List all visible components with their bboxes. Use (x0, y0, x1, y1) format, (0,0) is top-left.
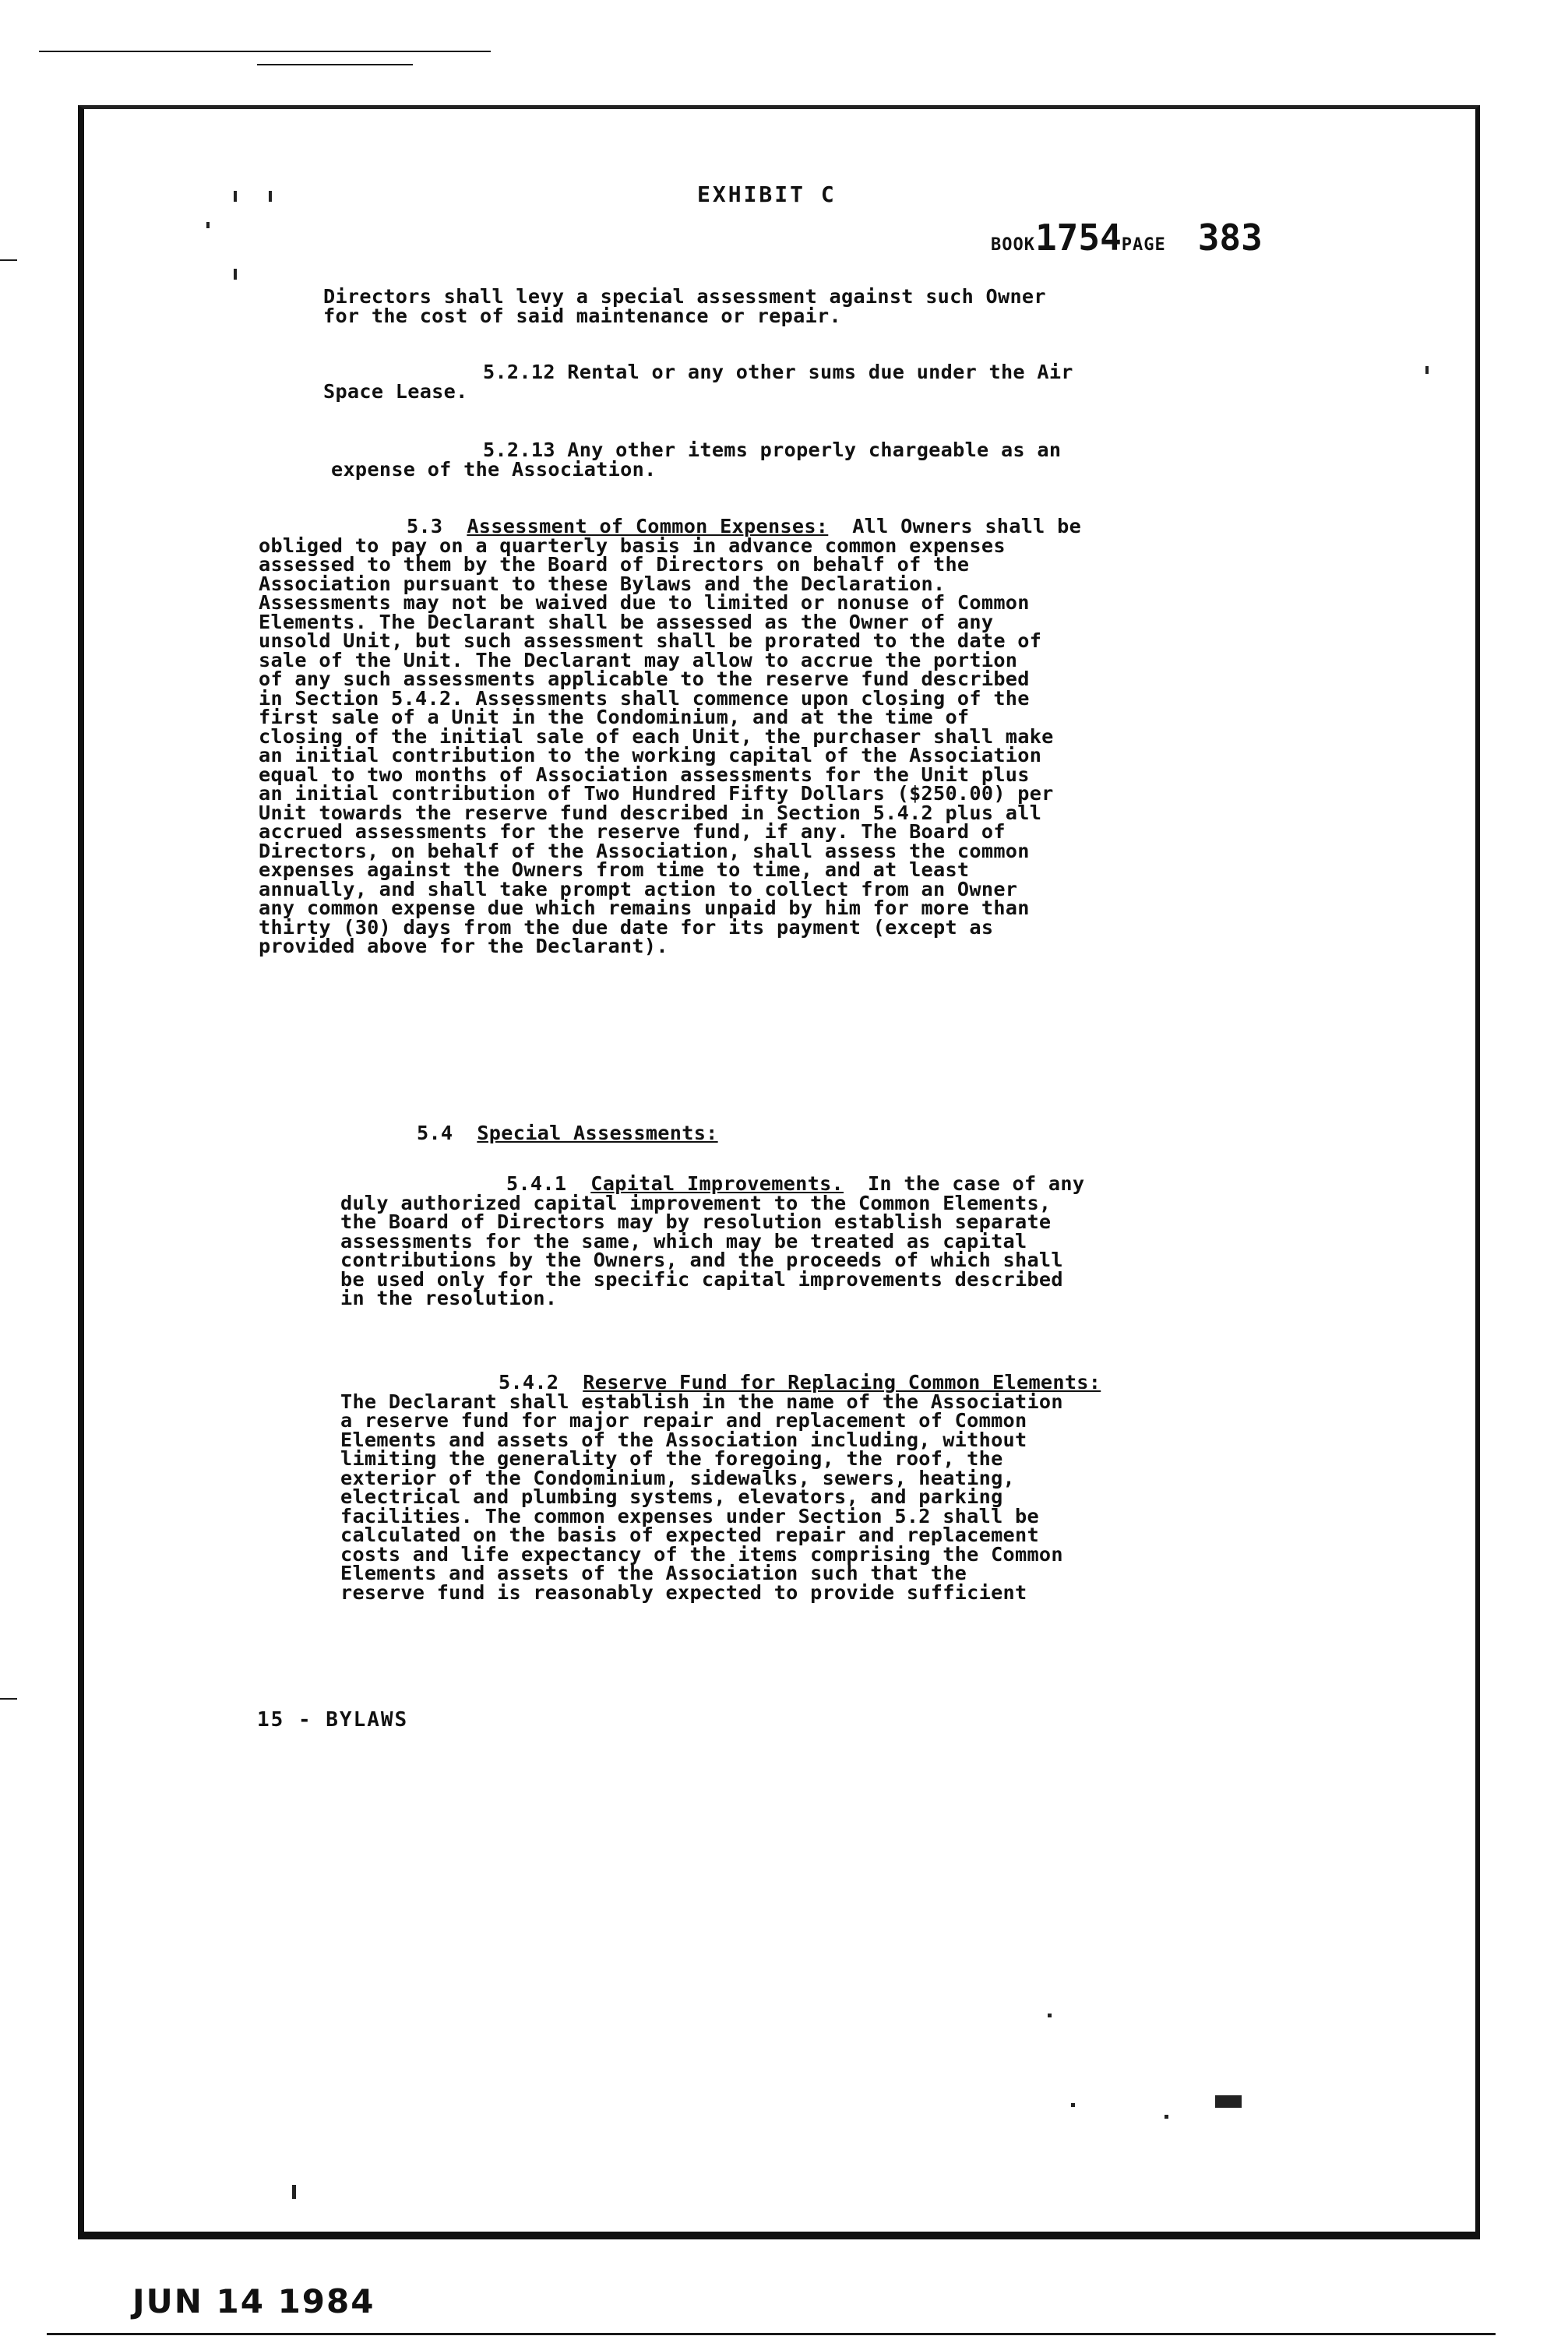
speck (292, 2185, 296, 2199)
section-5-4-2-first-line (340, 1373, 1101, 1393)
section-heading: Special Assessments: (477, 1122, 718, 1144)
top-rule-1 (39, 51, 491, 52)
text-line: 5.2.12 Rental or any other sums due under the Air (483, 361, 1073, 383)
speck (1071, 2103, 1075, 2107)
top-rule-2 (257, 64, 413, 65)
text-line: obliged to pay on a quarterly basis in advance common expenses (259, 534, 1006, 557)
book-label: BOOK (991, 235, 1035, 255)
page-number: 383 (1197, 217, 1263, 259)
text-line: sale of the Unit. The Declarant may allow to accrue the portion (259, 648, 1018, 671)
text-line: provided above for the Declarant). (259, 935, 668, 957)
text-line: Elements and assets of the Association including, without (340, 1428, 1027, 1451)
page-footer: 15 - BYLAWS (257, 1708, 409, 1732)
speck (1165, 2115, 1168, 2119)
text-line: Directors shall levy a special assessment against such Owner (323, 285, 1046, 308)
left-margin-mark-2 (0, 259, 17, 261)
page-label: PAGE (1121, 235, 1166, 255)
speck (206, 222, 210, 228)
text-line: first sale of a Unit in the Condominium, and at the time of (259, 706, 970, 728)
text-line: contributions by the Owners, and the proceeds of which shall (340, 1249, 1063, 1271)
speck (234, 269, 237, 280)
text-line: facilities. The common expenses under Section 5.2 shall be (340, 1504, 1039, 1527)
text-line: assessments for the same, which may be treated as capital (340, 1229, 1027, 1253)
text-line: unsold Unit, but such assessment shall be prorated to the date of (259, 629, 1042, 652)
section-5-4-2 (340, 1373, 1101, 1602)
text-line: costs and life expectancy of the items comprising the Common (340, 1542, 1063, 1566)
text-line: in the resolution. (340, 1287, 558, 1309)
text-line: a reserve fund for major repair and replacement of Common (340, 1409, 1027, 1432)
text-line: any common expense due which remains unpaid by him for more than (259, 897, 1030, 919)
text-line: duly authorized capital improvement to the Common Elements, (340, 1191, 1052, 1214)
text-line: be used only for the specific capital improvements described (340, 1267, 1063, 1291)
text-line: Elements and assets of the Association such that the (340, 1562, 967, 1584)
text-line: expense of the Association. (331, 457, 657, 481)
section-5-2-12 (323, 363, 1073, 401)
speck (1215, 2095, 1242, 2108)
text-line: expenses against the Owners from time to time, and at least (259, 858, 970, 881)
text-line: electrical and plumbing systems, elevators, and parking (340, 1485, 1003, 1508)
received-date-stamp: JUN 14 1984 (132, 2282, 375, 2320)
text-line: Unit towards the reserve fund described in Section 5.4.2 plus all (259, 801, 1042, 824)
speck (269, 191, 272, 202)
section-number: 5.4 (417, 1122, 453, 1144)
section-5-2-13 (331, 441, 1061, 479)
exhibit-heading: EXHIBIT C (697, 181, 837, 207)
text-line: equal to two months of Association assessments for the Unit plus (259, 763, 1030, 786)
text-line: in Section 5.4.2. Assessments shall commence upon closing of the (259, 686, 1030, 710)
text-fragment: All Owners shall be (852, 515, 1082, 537)
section-heading: Reserve Fund for Replacing Common Elements: (583, 1371, 1101, 1393)
section-number: 5.3 (407, 515, 443, 537)
section-5-3 (259, 517, 1081, 957)
text-line: Elements. The Declarant shall be assessed as the Owner of any (259, 610, 994, 633)
section-number: 5.4.2 (499, 1371, 559, 1393)
text-line: The Declarant shall establish in the name of the Association (340, 1390, 1063, 1413)
section-5-4-heading (417, 1124, 718, 1143)
text-line: annually, and shall take prompt action to collect from an Owner (259, 877, 1018, 900)
text-line: thirty (30) days from the due date for its payment (except as (259, 915, 994, 939)
text-line: accrued assessments for the reserve fund, if any. The Board of (259, 820, 1006, 843)
speck (1048, 2014, 1052, 2017)
text-line: Space Lease. (323, 379, 468, 403)
section-5-4-1-first-line (340, 1172, 1085, 1195)
text-line: assessed to them by the Board of Directors on behalf of the (259, 553, 970, 576)
book-page-reference (991, 217, 1263, 259)
left-margin-mark (0, 1698, 17, 1700)
section-heading: Assessment of Common Expenses: (467, 515, 829, 537)
section-5-4-1 (340, 1172, 1085, 1309)
text-line: reserve fund is reasonably expected to provide sufficient (340, 1580, 1027, 1604)
text-line: for the cost of said maintenance or repair. (323, 304, 841, 327)
text-line: closing of the initial sale of each Unit, the purchaser shall make (259, 724, 1054, 748)
section-5-3-first-line (259, 517, 1081, 537)
book-number: 1754 (1034, 217, 1122, 259)
bottom-rule-1 (47, 2333, 1496, 2335)
text-line: Directors, on behalf of the Association, shall assess the common (259, 839, 1030, 862)
speck (234, 191, 237, 202)
text-line: an initial contribution of Two Hundred Fifty Dollars ($250.00) per (259, 782, 1054, 805)
section-number: 5.4.1 (506, 1172, 567, 1195)
text-line: an initial contribution to the working capital of the Association (259, 744, 1042, 766)
text-line: Association pursuant to these Bylaws and the Declaration. (259, 572, 946, 595)
text-line: Assessments may not be waived due to limited or nonuse of Common (259, 591, 1030, 614)
text-fragment: In the case of any (867, 1172, 1085, 1195)
text-line: of any such assessments applicable to the reserve fund described (259, 668, 1030, 690)
section-heading: Capital Improvements. (590, 1172, 844, 1195)
text-line: exterior of the Condominium, sidewalks, sewers, heating, (340, 1466, 1015, 1489)
text-line: calculated on the basis of expected repair and replacement (340, 1524, 1039, 1546)
opening-paragraph (323, 287, 1046, 326)
text-line: the Board of Directors may by resolution establish separate (340, 1210, 1052, 1233)
text-line: 5.2.13 Any other items properly chargeable as an (483, 439, 1062, 461)
text-line: limiting the generality of the foregoing, the roof, the (340, 1447, 1003, 1470)
speck (1425, 366, 1429, 374)
